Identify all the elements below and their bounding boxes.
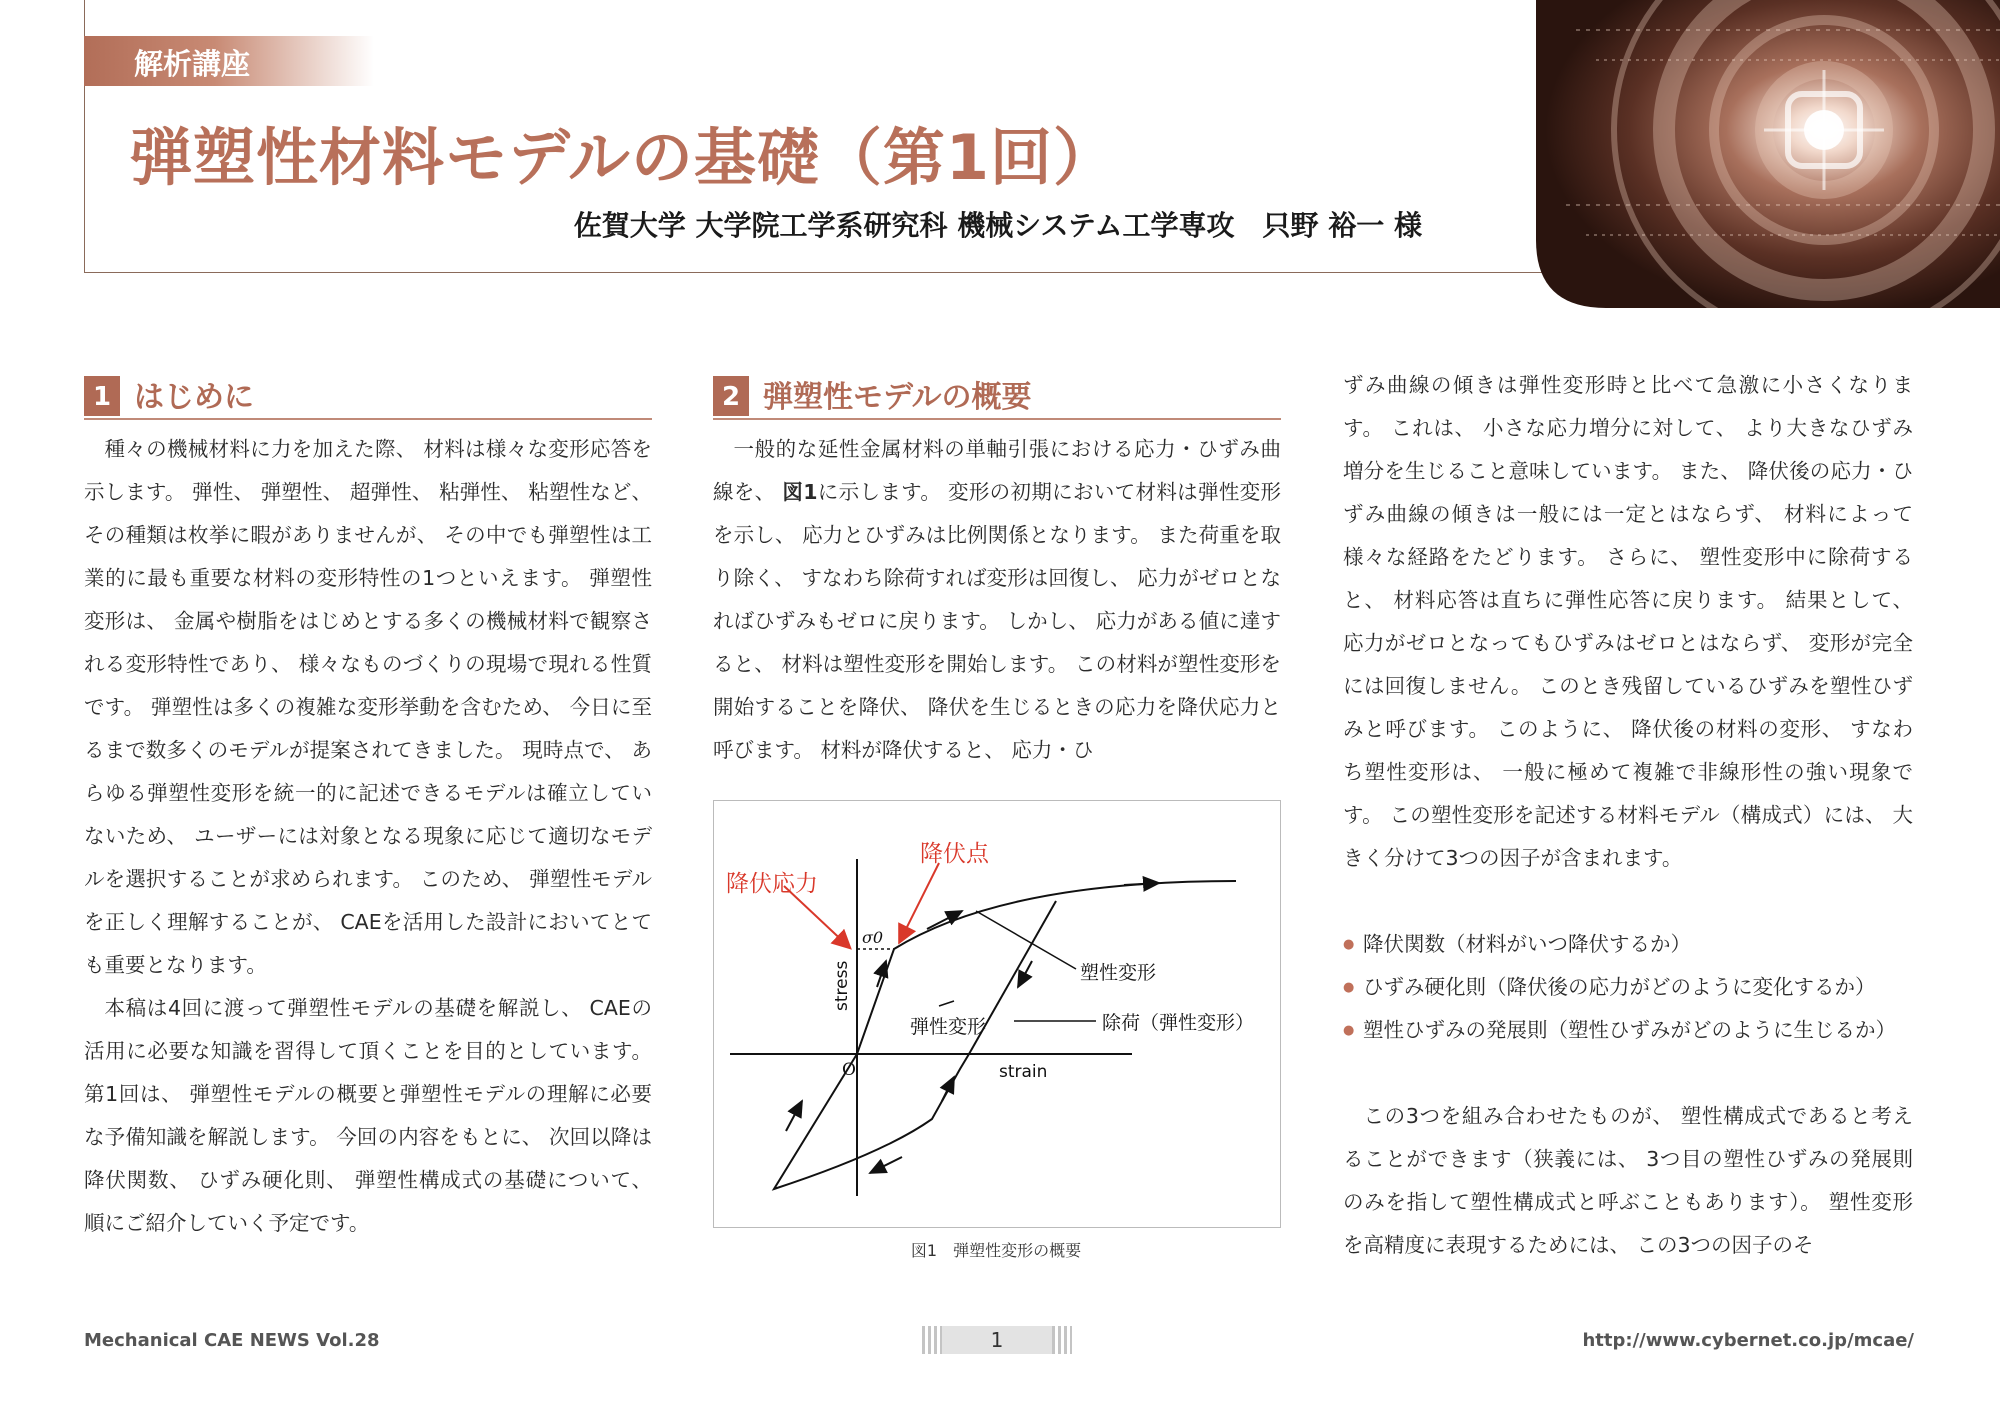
plasticity-factor-list [1343, 923, 1913, 1052]
section-2-body [713, 428, 1281, 772]
header-decorative-image [1536, 0, 2000, 308]
column-3-paragraph-2: この3つを組み合わせたものが、 塑性構成式であると考えることができます（狭義には、 3つ目の塑性ひずみの発展則のみを指して塑性構成式と呼ぶこともあります）。 塑性変形を高精度に表現するためには、 この3つの因子のそ [1343, 1104, 1913, 1257]
list-item: ● ひずみ硬化則（降伏後の応力がどのように変化するか） [1343, 966, 1913, 1009]
figure-1 [713, 800, 1281, 1228]
stress-strain-diagram [714, 801, 1280, 1227]
section-1-paragraph: 種々の機械材料に力を加えた際、 材料は様々な変形応答を示します。 弾性、 弾塑性、 超弾性、 粘弾性、 粘塑性など、 その種類は枚挙に暇がありませんが、 その中でも弾塑性は工業的に最も重要な材料の変形特性の1つといえます。 弾塑性変形は、 金属や樹脂をはじめとする多くの機械材料で観察される変形特性であり、 様々なものづくりの現場で現れる性質です。 弾塑性は多くの複雑な変形挙動を含むため、 今日に至るまで数多くのモデルが提案されてきました。 現時点で、 あらゆる弾塑性変形を統一的に記述できるモデルは確立していないため、 ユーザーには対象となる現象に応じて適切なモデルを選択することが求められます。 このため、 弾塑性モデルを正しく理解することが、 CAEを活用した設計においてとても重要となります。 [84, 437, 652, 977]
section-2-paragraph [713, 428, 1281, 772]
section-1-title: はじめに [134, 380, 254, 415]
section-1-heading [84, 372, 652, 420]
origin-label: O [842, 1060, 856, 1080]
author-line: 佐賀大学 大学院工学系研究科 機械システム工学専攻 只野 裕一 様 [573, 209, 1422, 242]
section-2-number: 2 [713, 376, 749, 416]
page-indicator-ticks-right [1052, 1326, 1072, 1354]
section-2-text-a: 一般的な延性金属材料の単軸引張における応力・ひずみ曲線を、 [713, 437, 1281, 504]
strain-axis-label: strain [999, 1062, 1048, 1082]
footer-publication: Mechanical CAE NEWS Vol.28 [84, 1330, 380, 1351]
figure-1-caption: 図1 弾塑性変形の概要 [910, 1241, 1082, 1260]
section-1-number: 1 [84, 376, 120, 416]
reverse-curve [774, 1054, 969, 1189]
section-1-paragraph: 本稿は4回に渡って弾塑性モデルの基礎を解説し、 CAEの活用に必要な知識を習得して頂くことを目的としています。 第1回は、 弾塑性モデルの概要と弾塑性モデルの理解に必要な予備知識を解説します。 今回の内容をもとに、 次回以降は降伏関数、 ひずみ硬化則、 弾塑性構成式の基礎について、 順にご紹介していく予定です。 [84, 996, 652, 1235]
category-label: 解析講座 [134, 47, 251, 81]
section-2-text-b: に示します。 変形の初期において材料は弾性変形を示し、 応力とひずみは比例関係となります。 また荷重を取り除く、 すなわち除荷すれば変形は回復し、 応力がゼロとなればひずみもゼロに戻ります。 しかし、 応力がある値に達すると、 材料は塑性変形を開始します。 この材料が塑性変形を開始することを降伏、 降伏を生じるときの応力を降伏応力と呼びます。 材料が降伏すると、 応力・ひ [713, 480, 1282, 762]
reverse-loading-curve [774, 901, 1056, 1189]
yield-stress-label: 降伏応力 [726, 871, 818, 897]
section-1-body [84, 428, 652, 1245]
column-3-body [1343, 364, 1913, 1267]
section-2-heading [713, 372, 1281, 420]
page-indicator-ticks-left [922, 1326, 942, 1354]
page-number: 1 [942, 1326, 1052, 1354]
stress-axis-label: stress [832, 960, 852, 1011]
footer-url[interactable]: http://www.cybernet.co.jp/mcae/ [1582, 1330, 1914, 1351]
yield-point-label: 降伏点 [920, 841, 989, 867]
figure-1-reference[interactable]: 図1 [782, 480, 818, 504]
sigma0-label: σ0 [862, 928, 884, 947]
section-2-title: 弾塑性モデルの概要 [763, 380, 1032, 415]
page-title: 弾塑性材料モデルの基礎（第1回） [130, 121, 1117, 194]
category-tab [84, 36, 374, 86]
column-3-paragraph-1: ずみ曲線の傾きは弾性変形時と比べて急激に小さくなります。 これは、 小さな応力増分に対して、 より大きなひずみ増分を生じること意味しています。 また、 降伏後の応力・ひずみ曲線の傾きは一般には一定とはならず、 材料によって様々な経路をたどります。 さらに、 塑性変形中に除荷すると、 材料応答は直ちに弾性応答に戻ります。 結果として、 応力がゼロとなってもひずみはゼロとはならず、 変形が完全には回復しません。 このとき残留しているひずみを塑性ひずみと呼びます。 このように、 降伏後の材料の変形、 すなわち塑性変形は、 一般に極めて複雑で非線形性の強い現象です。 この塑性変形を記述する材料モデル（構成式）には、 大きく分けて3つの因子が含まれます。 [1343, 373, 1913, 870]
unloading-label: 除荷（弾性変形） [1102, 1012, 1255, 1034]
elastic-deformation-label: 弾性変形 [910, 1016, 987, 1038]
list-item: ● 塑性ひずみの発展則（塑性ひずみがどのように生じるか） [1343, 1009, 1913, 1052]
plastic-deformation-label: 塑性変形 [1080, 962, 1157, 984]
list-item: ● 降伏関数（材料がいつ降伏するか） [1343, 923, 1913, 966]
